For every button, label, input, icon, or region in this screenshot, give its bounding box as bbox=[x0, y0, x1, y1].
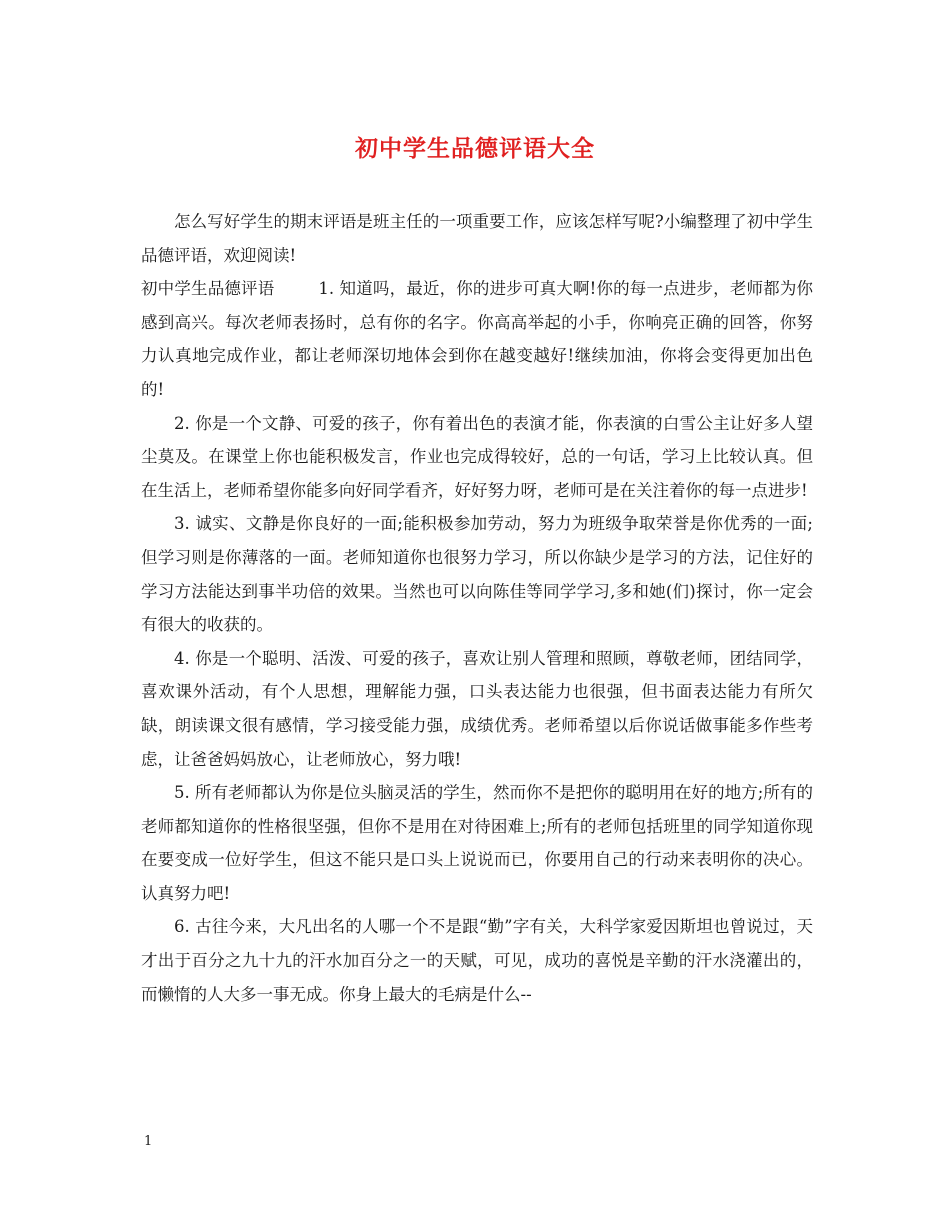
page-number: 1 bbox=[144, 1134, 153, 1149]
section-label: 初中学生品德评语 bbox=[141, 279, 275, 299]
document-body bbox=[141, 205, 813, 1011]
comment-paragraph-6: 6. 古往今来，大凡出名的人哪一个不是跟“勤”字有关，大科学家爱因斯坦也曾说过，天才出于百分之九十九的汗水加百分之一的天赋，可见，成功的喜悦是辛勤的汗水浇灌出的，而懒惰的人大多一事无成。你身上最大的毛病是什么-- bbox=[141, 917, 813, 1004]
comment-paragraph-3: 3. 诚实、文静是你良好的一面;能积极参加劳动，努力为班级争取荣誉是你优秀的一面;但学习则是你薄落的一面。老师知道你也很努力学习，所以你缺少是学习的方法，记住好的学习方法能达到事半功倍的效果。当然也可以向陈佳等同学学习,多和她(们)探讨，你一定会有很大的收获的。 bbox=[141, 514, 813, 635]
comment-paragraph-4: 4. 你是一个聪明、活泼、可爱的孩子，喜欢让别人管理和照顾，尊敬老师，团结同学，喜欢课外活动，有个人思想，理解能力强，口头表达能力也很强，但书面表达能力有所欠缺，朗读课文很有感情，学习接受能力强，成绩优秀。老师希望以后你说话做事能多作些考虑，让爸爸妈妈放心，让老师放心，努力哦! bbox=[141, 648, 813, 769]
intro-paragraph: 怎么写好学生的期末评语是班主任的一项重要工作，应该怎样写呢?小编整理了初中学生品德评语，欢迎阅读! bbox=[141, 212, 813, 265]
comment-paragraph-2: 2. 你是一个文静、可爱的孩子，你有着出色的表演才能，你表演的白雪公主让好多人望尘莫及。在课堂上你也能积极发言，作业也完成得较好，总的一句话，学习上比较认真。但在生活上，老师希望你能多向好同学看齐，好好努力呀，老师可是在关注着你的每一点进步! bbox=[141, 413, 813, 500]
comment-paragraph-5: 5. 所有老师都认为你是位头脑灵活的学生，然而你不是把你的聪明用在好的地方;所有的老师都知道你的性格很坚强，但你不是用在对待困难上;所有的老师包括班里的同学知道你现在要变成一位好学生，但这不能只是口头上说说而已，你要用自己的行动来表明你的决心。认真努力吧! bbox=[141, 783, 813, 903]
document-title: 初中学生品德评语大全 bbox=[355, 135, 595, 162]
comment-paragraph-1 bbox=[141, 272, 813, 406]
comment-text-1: 1. 知道吗，最近，你的进步可真大啊!你的每一点进步，老师都为你感到高兴。每次老师表扬时，总有你的名字。你高高举起的小手，你响亮正确的回答，你努力认真地完成作业，都让老师深切地体会到你在越变越好!继续加油，你将会变得更加出色的! bbox=[141, 279, 814, 399]
